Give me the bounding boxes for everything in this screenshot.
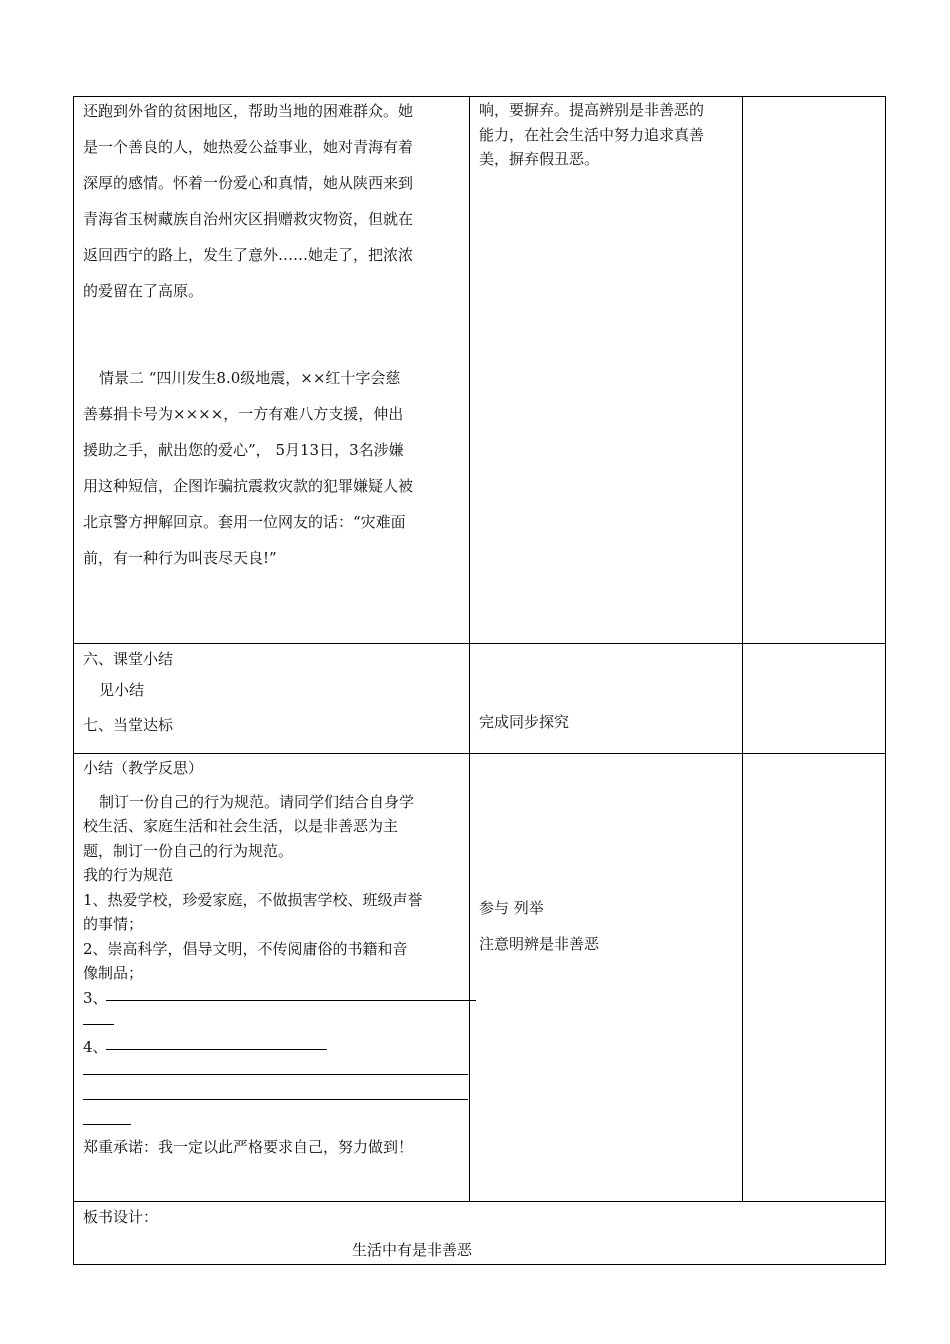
norm-title: 我的行为规范 [83, 866, 174, 884]
column-divider-2 [742, 96, 743, 1202]
row2-left-cell [83, 646, 468, 742]
row1-left-cell [83, 93, 468, 309]
reflection-paragraph-line: 制订一份自己的行为规范。请同学们结合自身学 [99, 792, 415, 811]
board-design-label-cell [83, 1205, 863, 1230]
norm-item-label: 3、 [83, 988, 108, 1007]
fill-blank-line [83, 1110, 131, 1125]
story-line: 还跑到外省的贫困地区，帮助当地的困难群众。她 [83, 102, 414, 120]
row-divider-2 [73, 753, 886, 754]
reflection-paragraph-line: 题，制订一份自己的行为规范。 [83, 841, 294, 860]
board-design-title: 生活中有是非善恶 [352, 1241, 473, 1259]
row-divider-3 [73, 1201, 886, 1202]
section-heading-practice: 七、当堂达标 [83, 716, 174, 734]
story-line: 是一个善良的人，她热爱公益事业，她对青海有着 [83, 138, 414, 156]
activity-line: 美，摒弃假丑恶。 [479, 150, 600, 168]
fill-blank-line [83, 1060, 468, 1075]
scenario-line: 善募捐卡号为××××，一方有难八方支援，伸出 [83, 405, 404, 423]
row2-middle-cell [479, 710, 741, 735]
fill-blank-line [83, 1085, 468, 1100]
reflection-paragraph-line: 校生活、家庭生活和社会生活，以是非善恶为主 [83, 817, 399, 835]
board-design-center-cell [352, 1238, 652, 1263]
table-border-right [885, 96, 886, 1265]
norm-item: 2、崇高科学，倡导文明，不传阅庸俗的书籍和音 [83, 939, 408, 958]
activity-note: 注意明辨是非善恶 [479, 935, 600, 953]
activity-line: 能力，在社会生活中努力追求真善 [479, 125, 705, 144]
activity-participate: 参与 列举 [479, 899, 544, 917]
practice-activity: 完成同步探究 [479, 713, 570, 731]
row-divider-1 [73, 643, 886, 644]
section-heading-summary: 六、课堂小结 [83, 650, 174, 668]
scenario-line: 北京警方押解回京。套用一位网友的话：“灾难面 [83, 513, 406, 531]
fill-blank-line [83, 1010, 114, 1025]
scenario-two [83, 360, 468, 576]
story-line: 返回西宁的路上，发生了意外……她走了，把浓浓 [83, 246, 414, 264]
scenario-line: 前，有一种行为叫丧尽天良!” [83, 549, 277, 567]
promise-text: 郑重承诺：我一定以此严格要求自己，努力做到！ [83, 1137, 414, 1156]
board-design-label: 板书设计： [83, 1208, 159, 1226]
column-divider-1 [469, 96, 470, 1202]
norm-item-3 [83, 986, 468, 1011]
summary-text: 见小结 [99, 681, 145, 699]
fill-blank-line [106, 1035, 327, 1050]
row1-middle-cell [479, 98, 741, 172]
norm-item-4 [83, 1035, 468, 1060]
norm-item-label: 4、 [83, 1038, 108, 1056]
table-border-bottom [73, 1264, 886, 1265]
story-line: 的爱留在了高原。 [83, 282, 204, 300]
row3-middle-cell [479, 893, 741, 965]
story-line: 深厚的感情。怀着一份爱心和真情，她从陕西来到 [83, 174, 414, 192]
norm-item: 1、热爱学校，珍爱家庭，不做损害学校、班级声誉 [83, 890, 423, 909]
reflection-title: 小结（教学反思） [83, 759, 204, 777]
norm-item: 像制品； [83, 964, 144, 982]
story-line: 青海省玉树藏族自治州灾区捐赠救灾物资，但就在 [83, 210, 414, 228]
scenario-line: 援助之手，献出您的爱心”， 5月13日，3名涉嫌 [83, 441, 404, 459]
fill-blank-line [106, 986, 476, 1001]
norm-item: 的事情； [83, 915, 144, 933]
table-border-left [73, 96, 74, 1265]
activity-line: 响，要摒弃。提高辨别是非善恶的 [479, 101, 705, 119]
scenario-line: 情景二 “四川发生8.0级地震，××红十字会慈 [99, 369, 401, 387]
row3-left-cell [83, 756, 468, 1159]
scenario-line: 用这种短信，企图诈骗抗震救灾款的犯罪嫌疑人被 [83, 477, 414, 495]
